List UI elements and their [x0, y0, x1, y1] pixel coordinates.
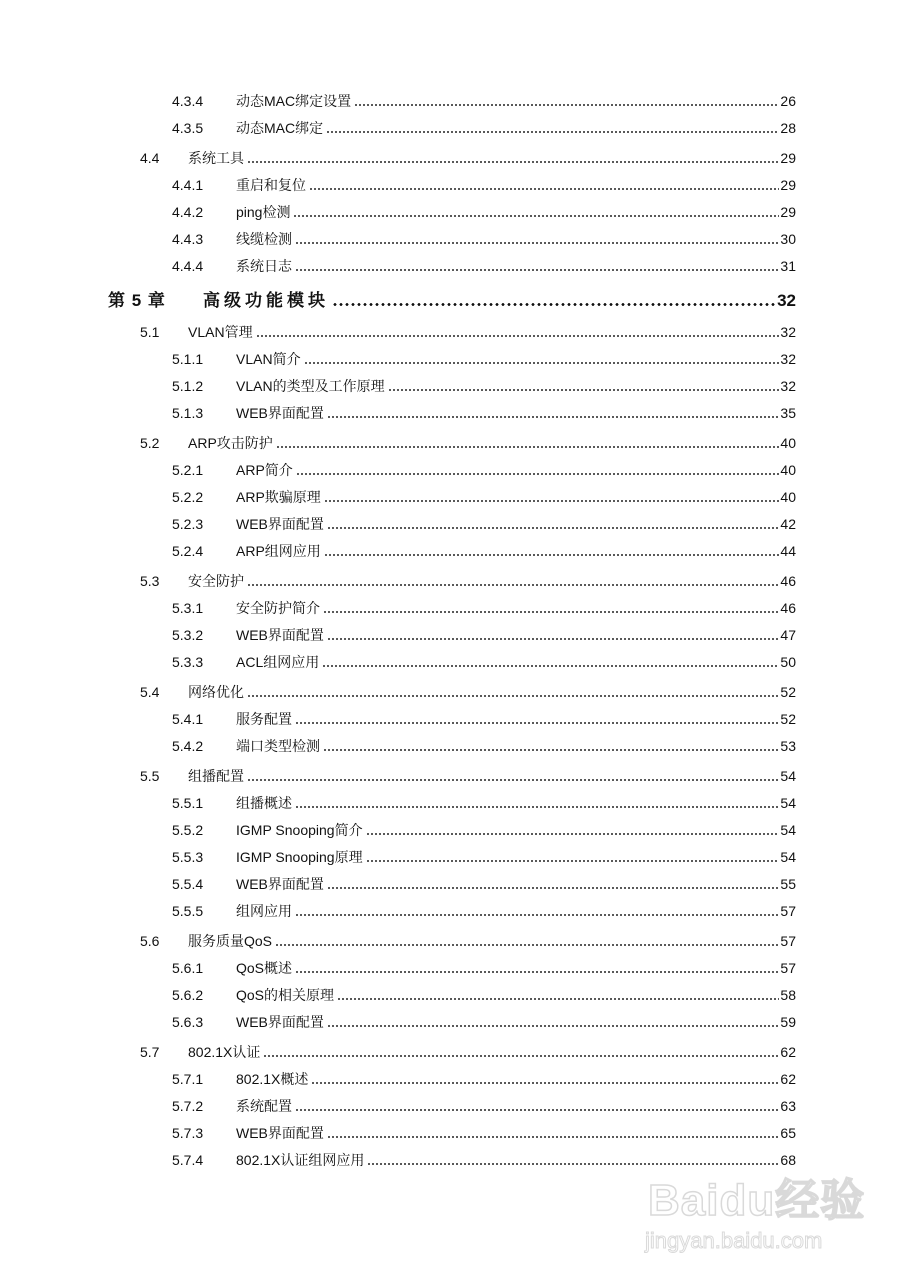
toc-entry-title: ACL组网应用 [236, 654, 320, 670]
toc-entry-page: 46 [780, 573, 796, 589]
toc-entry-page: 32 [780, 378, 796, 394]
toc-subsection-entry[interactable] [0, 953, 905, 980]
toc-subsection-entry[interactable] [0, 482, 905, 509]
toc-entry-number: 4.4.2 [172, 204, 204, 220]
toc-entry-number: 5.6 [140, 933, 160, 949]
toc-entry-page: 46 [780, 600, 796, 616]
dot-leader [366, 860, 780, 862]
toc-entry-number: 4.4 [140, 150, 160, 166]
toc-entry-title: 安全防护 [188, 573, 244, 589]
toc-entry-title: QoS概述 [236, 960, 293, 976]
dot-leader [275, 944, 779, 946]
dot-leader [247, 695, 779, 697]
toc-subsection-entry[interactable] [0, 344, 905, 371]
toc-entry-title: VLAN简介 [236, 351, 301, 367]
toc-entry-number: 5.5.2 [172, 822, 204, 838]
toc-entry-page: 28 [780, 120, 796, 136]
toc-entry-number: 第 5 章 [108, 291, 166, 310]
toc-entry-page: 30 [780, 231, 796, 247]
toc-entry-page: 65 [780, 1125, 796, 1141]
toc-entry-page: 47 [780, 627, 796, 643]
toc-section-entry[interactable] [0, 923, 905, 953]
toc-subsection-entry[interactable] [0, 224, 905, 251]
toc-entry-page: 62 [780, 1044, 796, 1060]
toc-entry-page: 29 [780, 150, 796, 166]
toc-entry-title: 802.1X认证组网应用 [236, 1152, 365, 1168]
toc-entry-title: 线缆检测 [236, 231, 292, 247]
toc-section-entry[interactable] [0, 314, 905, 344]
toc-subsection-entry[interactable] [0, 509, 905, 536]
dot-leader [295, 914, 779, 916]
toc-entry-number: 5.1.3 [172, 405, 204, 421]
toc-entry-number: 5.2 [140, 435, 160, 451]
toc-entry-number: 5.3.2 [172, 627, 204, 643]
toc-subsection-entry[interactable] [0, 842, 905, 869]
toc-entry-page: 31 [780, 258, 796, 274]
toc-entry-title: 高级功能模块 [203, 291, 329, 310]
toc-entry-page: 57 [780, 960, 796, 976]
toc-entry-title: VLAN的类型及工作原理 [236, 378, 385, 394]
toc-entry-title: 802.1X概述 [236, 1071, 309, 1087]
toc-entry-number: 5.7.2 [172, 1098, 204, 1114]
toc-entry-page: 44 [780, 543, 796, 559]
toc-entry-page: 40 [780, 462, 796, 478]
toc-entry-number: 5.2.4 [172, 543, 204, 559]
toc-entry-page: 35 [780, 405, 796, 421]
toc-entry-number: 5.5.3 [172, 849, 204, 865]
toc-subsection-entry[interactable] [0, 113, 905, 140]
toc-entry-page: 29 [780, 204, 796, 220]
toc-entry-title: 服务质量QoS [188, 933, 273, 949]
watermark-brand: Baidu经验 [648, 1176, 866, 1225]
toc-subsection-entry[interactable] [0, 593, 905, 620]
toc-subsection-entry[interactable] [0, 536, 905, 563]
dot-leader [295, 971, 779, 973]
toc-subsection-entry[interactable] [0, 1091, 905, 1118]
toc-section-entry[interactable] [0, 425, 905, 455]
toc-entry-number: 5.6.2 [172, 987, 204, 1003]
toc-entry-page: 32 [780, 324, 796, 340]
dot-leader [304, 362, 780, 364]
toc-entry-number: 5.2.3 [172, 516, 204, 532]
toc-section-entry[interactable] [0, 674, 905, 704]
toc-entry-page: 59 [780, 1014, 796, 1030]
toc-entry-page: 29 [780, 177, 796, 193]
dot-leader [322, 665, 779, 667]
toc-entry-title: ping检测 [236, 204, 291, 220]
toc-entry-title: IGMP Snooping简介 [236, 822, 363, 838]
dot-leader [276, 446, 780, 448]
toc-subsection-entry[interactable] [0, 620, 905, 647]
dot-leader [327, 527, 780, 529]
dot-leader [327, 638, 780, 640]
toc-entry-page: 54 [780, 768, 796, 784]
toc-entry-number: 4.4.3 [172, 231, 204, 247]
toc-subsection-entry[interactable] [0, 980, 905, 1007]
watermark-url: jingyan.baidu.com [645, 1228, 823, 1253]
toc-entry-title: 服务配置 [236, 711, 292, 727]
toc-subsection-entry[interactable] [0, 704, 905, 731]
toc-entry-title: ARP组网应用 [236, 543, 321, 559]
toc-entry-title: 重启和复位 [236, 177, 306, 193]
toc-entry-title: 组网应用 [236, 903, 292, 919]
toc-entry-page: 68 [780, 1152, 796, 1168]
toc-entry-number: 5.7.1 [172, 1071, 204, 1087]
toc-subsection-entry[interactable] [0, 896, 905, 923]
toc-entry-title: WEB界面配置 [236, 405, 324, 421]
dot-leader [293, 215, 779, 217]
toc-entry-page: 53 [780, 738, 796, 754]
toc-entry-title: ARP攻击防护 [188, 435, 273, 451]
toc-entry-title: ARP欺骗原理 [236, 489, 321, 505]
dot-leader [354, 104, 779, 106]
toc-subsection-entry[interactable] [0, 86, 905, 113]
toc-entry-number: 4.4.4 [172, 258, 204, 274]
toc-entry-title: 系统配置 [236, 1098, 292, 1114]
toc-entry-title: 组播配置 [188, 768, 244, 784]
toc-section-entry[interactable] [0, 563, 905, 593]
toc-entry-number: 5.7 [140, 1044, 160, 1060]
toc-entry-title: WEB界面配置 [236, 876, 324, 892]
dot-leader [388, 389, 780, 391]
toc-entry-number: 5.3 [140, 573, 160, 589]
toc-entry-number: 5.3.1 [172, 600, 204, 616]
dot-leader [327, 416, 780, 418]
toc-entry-number: 5.4.2 [172, 738, 204, 754]
dot-leader [295, 242, 779, 244]
toc-subsection-entry[interactable] [0, 170, 905, 197]
toc-entry-title: ARP简介 [236, 462, 293, 478]
toc-entry-title: QoS的相关原理 [236, 987, 335, 1003]
toc-entry-title: 动态MAC绑定 [236, 120, 324, 136]
toc-entry-number: 4.3.5 [172, 120, 204, 136]
toc-entry-page: 55 [780, 876, 796, 892]
toc-entry-number: 5.6.3 [172, 1014, 204, 1030]
toc-entry-page: 57 [780, 903, 796, 919]
toc-entry-number: 5.7.3 [172, 1125, 204, 1141]
toc-chapter-entry[interactable] [0, 278, 905, 314]
toc-subsection-entry[interactable] [0, 197, 905, 224]
toc-entry-page: 26 [780, 93, 796, 109]
toc-entry-page: 63 [780, 1098, 796, 1114]
toc-entry-page: 32 [780, 351, 796, 367]
dot-leader [247, 161, 779, 163]
toc-entry-title: WEB界面配置 [236, 516, 324, 532]
toc-entry-number: 5.4 [140, 684, 160, 700]
dot-leader [247, 779, 779, 781]
dot-leader [295, 806, 779, 808]
toc-section-entry[interactable] [0, 758, 905, 788]
table-of-contents [0, 86, 905, 1172]
dot-leader [295, 722, 779, 724]
toc-subsection-entry[interactable] [0, 455, 905, 482]
dot-leader [327, 887, 780, 889]
dot-leader [327, 1136, 780, 1138]
dot-leader [324, 554, 780, 556]
toc-entry-page: 40 [780, 489, 796, 505]
dot-leader [323, 749, 779, 751]
toc-entry-number: 5.1 [140, 324, 160, 340]
toc-entry-number: 4.3.4 [172, 93, 204, 109]
toc-entry-number: 5.5.4 [172, 876, 204, 892]
toc-entry-number: 5.3.3 [172, 654, 204, 670]
toc-entry-title: 802.1X认证 [188, 1044, 261, 1060]
dot-leader [311, 1082, 779, 1084]
toc-section-entry[interactable] [0, 140, 905, 170]
toc-subsection-entry[interactable] [0, 251, 905, 278]
toc-entry-page: 52 [780, 711, 796, 727]
toc-subsection-entry[interactable] [0, 398, 905, 425]
toc-entry-page: 42 [780, 516, 796, 532]
toc-entry-number: 5.2.2 [172, 489, 204, 505]
toc-subsection-entry[interactable] [0, 731, 905, 758]
toc-subsection-entry[interactable] [0, 815, 905, 842]
toc-subsection-entry[interactable] [0, 1007, 905, 1034]
toc-subsection-entry[interactable] [0, 371, 905, 398]
toc-entry-number: 5.1.2 [172, 378, 204, 394]
dot-leader [323, 611, 779, 613]
dot-leader [263, 1055, 779, 1057]
dot-leader [327, 1025, 780, 1027]
toc-entry-title: WEB界面配置 [236, 1125, 324, 1141]
toc-entry-number: 5.2.1 [172, 462, 204, 478]
toc-entry-number: 5.5.5 [172, 903, 204, 919]
toc-subsection-entry[interactable] [0, 1064, 905, 1091]
dot-leader [295, 269, 779, 271]
toc-subsection-entry[interactable] [0, 647, 905, 674]
toc-subsection-entry[interactable] [0, 788, 905, 815]
toc-entry-page: 32 [777, 291, 796, 310]
toc-entry-number: 4.4.1 [172, 177, 204, 193]
toc-entry-title: WEB界面配置 [236, 627, 324, 643]
toc-entry-title: VLAN管理 [188, 324, 253, 340]
toc-entry-title: WEB界面配置 [236, 1014, 324, 1030]
toc-entry-title: 网络优化 [188, 684, 244, 700]
dot-leader [326, 131, 779, 133]
dot-leader [324, 500, 780, 502]
dot-leader [256, 335, 780, 337]
toc-entry-page: 40 [780, 435, 796, 451]
toc-entry-number: 5.5.1 [172, 795, 204, 811]
toc-entry-page: 57 [780, 933, 796, 949]
dot-leader [337, 998, 779, 1000]
toc-entry-page: 54 [780, 849, 796, 865]
baidu-watermark-logo [640, 1140, 870, 1265]
toc-entry-page: 54 [780, 795, 796, 811]
toc-entry-title: 动态MAC绑定设置 [236, 93, 352, 109]
toc-entry-title: 系统日志 [236, 258, 292, 274]
toc-entry-title: 组播概述 [236, 795, 292, 811]
toc-entry-page: 52 [780, 684, 796, 700]
dot-leader [247, 584, 779, 586]
dot-leader [366, 833, 780, 835]
toc-entry-page: 58 [780, 987, 796, 1003]
dot-leader [295, 1109, 779, 1111]
toc-entry-title: 安全防护简介 [236, 600, 320, 616]
toc-entry-title: IGMP Snooping原理 [236, 849, 363, 865]
toc-entry-number: 5.4.1 [172, 711, 204, 727]
dot-leader [309, 188, 779, 190]
toc-entry-title: 系统工具 [188, 150, 244, 166]
toc-subsection-entry[interactable] [0, 869, 905, 896]
dot-leader [296, 473, 780, 475]
toc-entry-number: 5.7.4 [172, 1152, 204, 1168]
toc-entry-page: 50 [780, 654, 796, 670]
toc-entry-number: 5.5 [140, 768, 160, 784]
dot-leader [332, 303, 776, 306]
toc-entry-number: 5.1.1 [172, 351, 204, 367]
toc-section-entry[interactable] [0, 1034, 905, 1064]
toc-entry-page: 54 [780, 822, 796, 838]
toc-entry-number: 5.6.1 [172, 960, 204, 976]
toc-entry-page: 62 [780, 1071, 796, 1087]
toc-entry-title: 端口类型检测 [236, 738, 320, 754]
